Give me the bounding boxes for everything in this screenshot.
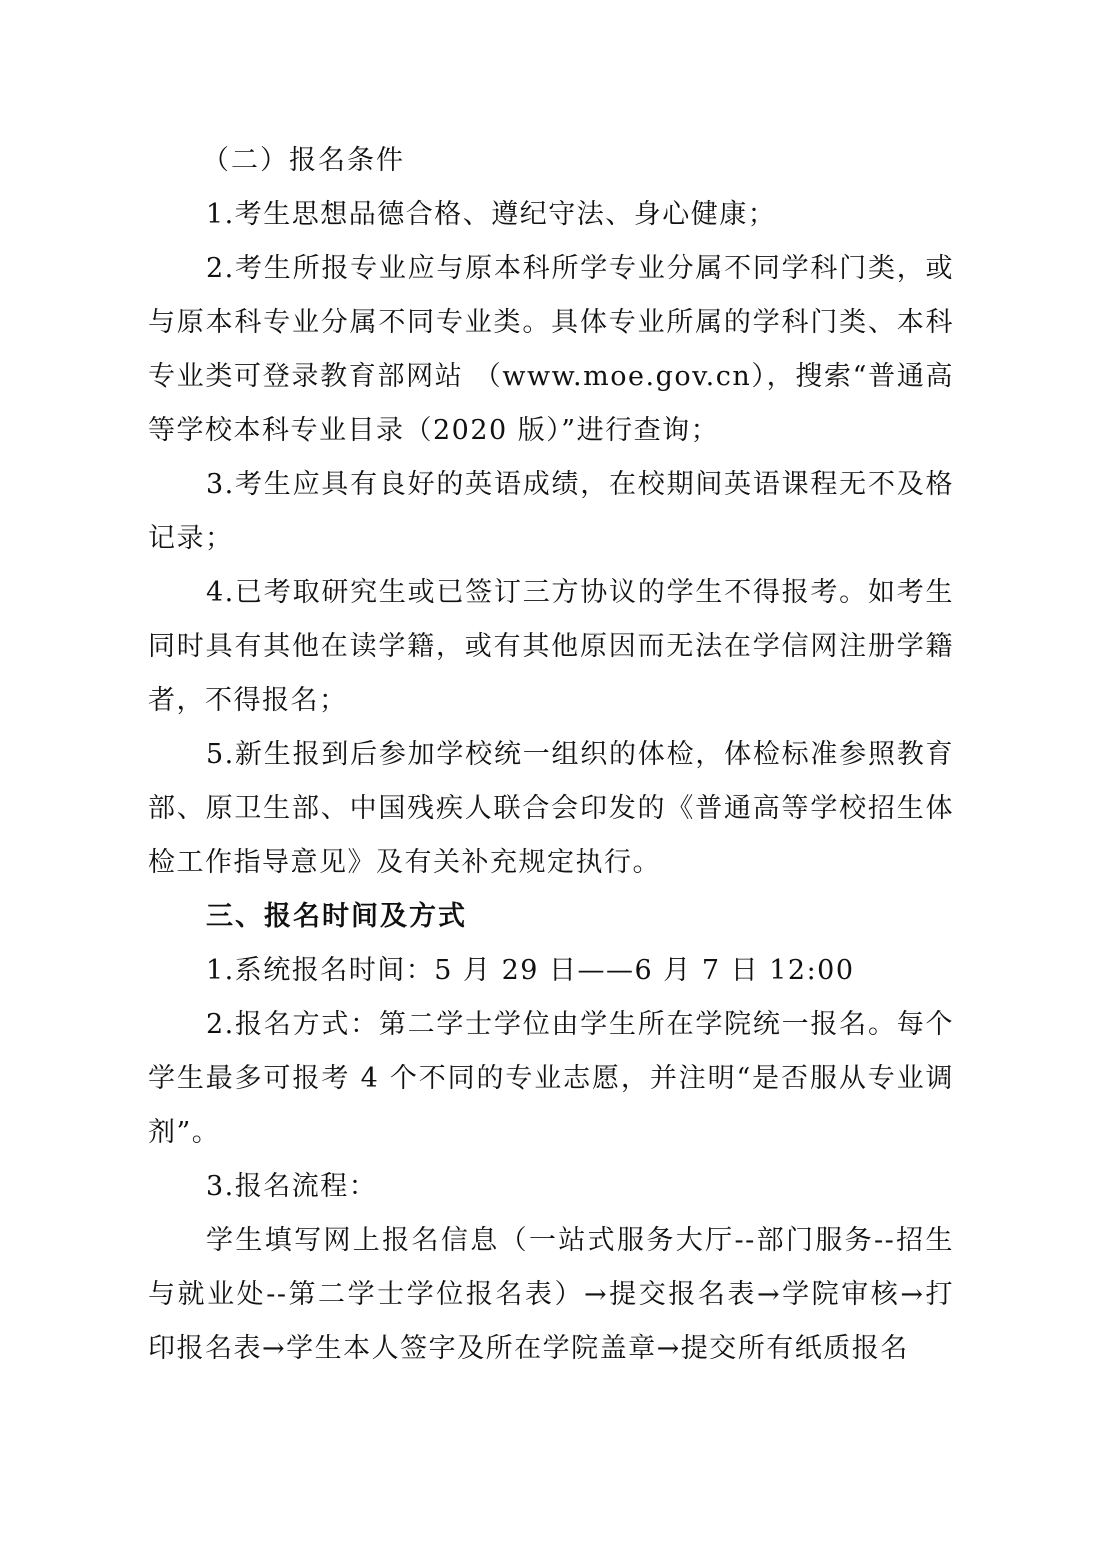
condition-4: 4.已考取研究生或已签订三方协议的学生不得报考。如考生同时具有其他在读学籍，或有其他原因而无法在学信网注册学籍者，不得报名； — [148, 577, 954, 716]
condition-5: 5.新生报到后参加学校统一组织的体检，体检标准参照教育部、原卫生部、中国残疾人联合会印发的《普通高等学校招生体检工作指导意见》及有关补充规定执行。 — [148, 739, 954, 878]
condition-2: 2.考生所报专业应与原本科所学专业分属不同学科门类，或与原本科专业分属不同专业类。具体专业所属的学科门类、本科专业类可登录教育部网站 （www.moe.gov.cn），搜索“普通高等学校本科专业目录（2020 版）”进行查询； — [148, 253, 954, 446]
registration-time: 1.系统报名时间：5 月 29 日——6 月 7 日 12:00 — [206, 955, 855, 986]
section-heading-registration: 三、报名时间及方式 — [206, 901, 467, 932]
document-body — [148, 134, 954, 1376]
condition-3: 3.考生应具有良好的英语成绩，在校期间英语课程无不及格记录； — [148, 469, 954, 554]
registration-method: 2.报名方式：第二学士学位由学生所在学院统一报名。每个学生最多可报考 4 个不同的专业志愿，并注明“是否服从专业调剂”。 — [148, 1009, 954, 1148]
section-subheading-eligibility: （二）报名条件 — [202, 145, 405, 176]
condition-1: 1.考生思想品德合格、遵纪守法、身心健康； — [206, 199, 777, 230]
registration-process-detail: 学生填写网上报名信息（一站式服务大厅--部门服务--招生与就业处--第二学士学位报名表）→提交报名表→学院审核→打印报名表→学生本人签字及所在学院盖章→提交所有纸质报名 — [148, 1225, 954, 1364]
registration-process-label: 3.报名流程： — [206, 1171, 378, 1202]
